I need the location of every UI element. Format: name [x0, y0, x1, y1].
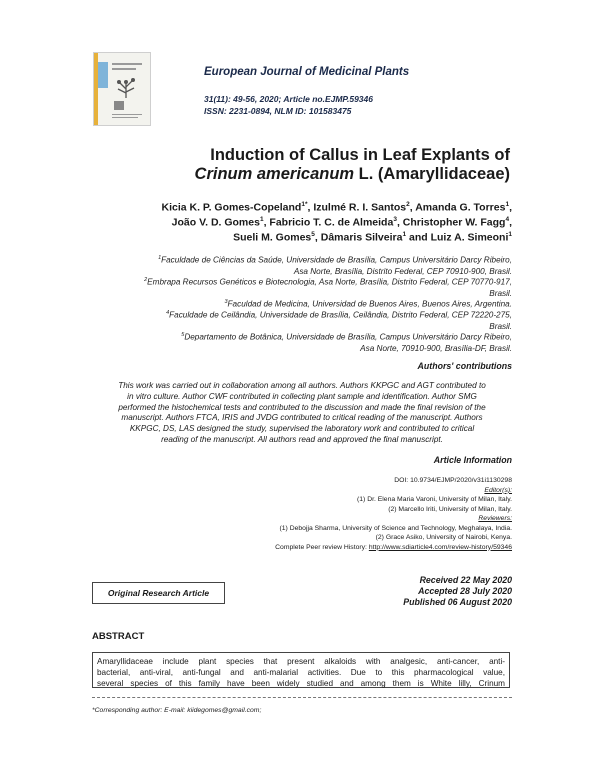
- affiliation-text: Embrapa Recursos Genéticos e Biotecnologia, Asa Norte, Brasília, Distrito Federal, CEP 70770-917,: [147, 277, 512, 287]
- editors-label: Editor(s):: [484, 486, 512, 494]
- abstract-heading: ABSTRACT: [92, 631, 145, 642]
- contribution-line: in vitro culture. Author CWF contributed in collecting plant sample and identification. Author SMG: [127, 391, 477, 401]
- author-name: Izulmé R. I. Santos: [313, 201, 407, 214]
- affiliation-text: Asa Norte, 70910-900, Brasília-DF, Brasil.: [360, 343, 512, 353]
- article-dates: [403, 575, 512, 608]
- cover-blue-strip: [98, 62, 108, 88]
- journal-citation: [204, 93, 373, 117]
- affiliation-text: Asa Norte, Brasília, Distrito Federal, CEP 70910-900, Brasil.: [293, 266, 512, 276]
- published-date: Published 06 August 2020: [403, 597, 512, 607]
- contribution-line: KKPGC, DS, LAS designed the study, supervised the laboratory work and contributed to critical: [129, 424, 475, 434]
- contribution-line: This work was carried out in collaboration among all authors. Authors KKPGC and AGT contributed to: [118, 381, 486, 390]
- author-sup: 3: [393, 216, 397, 223]
- contribution-line: reading of the manuscript. All authors read and approved the final manuscript.: [161, 434, 443, 444]
- abstract-line: several species of this family have been widely studied and among them is White lilly, Crinum: [97, 679, 505, 688]
- review-history: [275, 543, 512, 553]
- author-name: Dâmaris Silveira: [320, 231, 403, 244]
- affiliation-text: Brasil.: [489, 288, 512, 298]
- reviewer-entry: (1) Debojja Sharma, University of Science and Technology, Meghalaya, India.: [279, 524, 512, 532]
- affiliation-text: Faculdad de Medicina, Universidad de Buenos Aires, Buenos Aires, Argentina.: [227, 299, 512, 309]
- citation-line: 31(11): 49-56, 2020; Article no.EJMP.59346: [204, 94, 373, 104]
- species-name: Crinum americanum: [194, 165, 355, 183]
- article-type-box: Original Research Article: [92, 582, 225, 604]
- editor-entry: (1) Dr. Elena Maria Varoni, University of Milan, Italy.: [357, 496, 512, 503]
- author-name: Amanda G. Torres: [415, 201, 506, 214]
- affiliation-number: 1: [158, 255, 162, 261]
- cover-title-line: [112, 63, 142, 65]
- author-name: Fabricio T. C. de Almeida: [269, 216, 394, 229]
- author-name: Luiz A. Simeoni: [430, 231, 509, 244]
- affiliation-text: Faculdade de Ceilândia, Universidade de Brasília, Ceilândia, Distrito Federal, CEP 72220-275,: [169, 310, 512, 320]
- affiliation-number: 5: [181, 332, 185, 338]
- article-info: [275, 476, 512, 552]
- author-sup: 5: [311, 231, 315, 238]
- affiliation-text: Faculdade de Ciências da Saúde, Universidade de Brasília, Campus Universitário Darcy Ribeiro,: [161, 255, 512, 265]
- affiliation-5: [181, 330, 512, 354]
- journal-cover-thumbnail: [93, 52, 151, 126]
- journal-name: European Journal of Medicinal Plants: [204, 66, 410, 78]
- article-info-heading: Article Information: [433, 455, 512, 465]
- title-line-2: [92, 165, 510, 184]
- affiliation-number: 2: [144, 277, 148, 283]
- contributions-text: [92, 381, 512, 446]
- cover-footer-line: [112, 114, 142, 115]
- title-line-1: Induction of Callus in Leaf Explants of: [210, 146, 510, 164]
- author-sup: 1: [508, 231, 512, 238]
- author-sup: 2: [406, 201, 410, 208]
- plant-icon: [114, 75, 138, 99]
- abstract-line: bacterial, anti-viral, anti-fungal and anti-malarial activities. Due to this pharmacological value,: [97, 668, 505, 677]
- contributions-heading: Authors' contributions: [417, 361, 512, 371]
- affiliation-text: Departamento de Botânica, Universidade de Brasília, Campus Universitário Darcy Ribeiro,: [184, 332, 512, 342]
- contribution-line: manuscript. Authors FTCA, IRIS and JVDG contributed to critical reading of the manuscript. Authors: [121, 413, 483, 423]
- affiliation-text: Brasil.: [489, 321, 512, 331]
- affiliation-4: [166, 308, 512, 332]
- author-name: Sueli M. Gomes: [233, 231, 312, 244]
- cover-footer-line: [112, 117, 138, 118]
- author-sup: 4: [505, 216, 510, 223]
- contribution-line: performed the histochemical tests and contributed to the discussion and made the final revision of the: [118, 402, 486, 412]
- affiliation-1: [158, 253, 512, 277]
- authors-line-1: Kicia K. P. Gomes-Copeland$^{1*}$, Izulmé R. I. Santos$^2$, Amanda G. Torres$^1$,: [161, 201, 512, 214]
- corresponding-author-footnote: *Corresponding author: E-mail: kiidegomes@gmail.com;: [92, 707, 262, 714]
- affiliation-number: 3: [224, 299, 228, 305]
- title-line-2-rest: L. (Amaryllidaceae): [354, 165, 510, 183]
- authors-line-2: João V. D. Gomes$^1$, Fabricio T. C. de Almeida$^3$, Christopher W. Fagg$^4$,: [171, 216, 512, 229]
- affiliation-2: [144, 275, 512, 299]
- footnote-divider: [92, 697, 512, 698]
- author-name: Christopher W. Fagg: [402, 216, 506, 229]
- received-date: Received 22 May 2020: [419, 575, 512, 585]
- authors-line-3: Sueli M. Gomes$^5$, Dâmaris Silveira$^1$ and Luiz A. Simeoni$^1$: [233, 231, 512, 244]
- affiliation-number: 4: [166, 310, 170, 316]
- accepted-date: Accepted 28 July 2020: [418, 586, 512, 596]
- abstract-line: Amaryllidaceae include plant species that present alkaloids with analgesic, anti-cancer, anti-: [97, 657, 505, 666]
- issn-line: ISSN: 2231-0894, NLM ID: 101583475: [204, 106, 352, 116]
- author-name: João V. D. Gomes: [171, 216, 260, 229]
- doi: DOI: 10.9734/EJMP/2020/v31i1130298: [394, 477, 512, 484]
- review-history-link[interactable]: http://www.sdiarticle4.com/review-history/59346: [368, 543, 512, 551]
- reviewers-label: Reviewers:: [478, 515, 512, 522]
- author-sup: 1: [259, 216, 264, 223]
- cover-logo-block: [114, 101, 124, 110]
- review-history-label: Complete Peer review History:: [275, 543, 369, 551]
- author-name: Kicia K. P. Gomes-Copeland: [161, 201, 302, 214]
- author-sup: 1: [505, 201, 510, 208]
- abstract-box: [92, 652, 510, 688]
- author-sup: 1: [402, 231, 407, 238]
- cover-title-line: [112, 68, 136, 70]
- article-title: [92, 146, 510, 184]
- editor-entry: (2) Marcello Iriti, University of Milan, Italy.: [388, 505, 512, 513]
- reviewer-entry: (2) Grace Asiko, University of Nairobi, Kenya.: [375, 534, 512, 541]
- author-sup: 1*: [301, 201, 308, 208]
